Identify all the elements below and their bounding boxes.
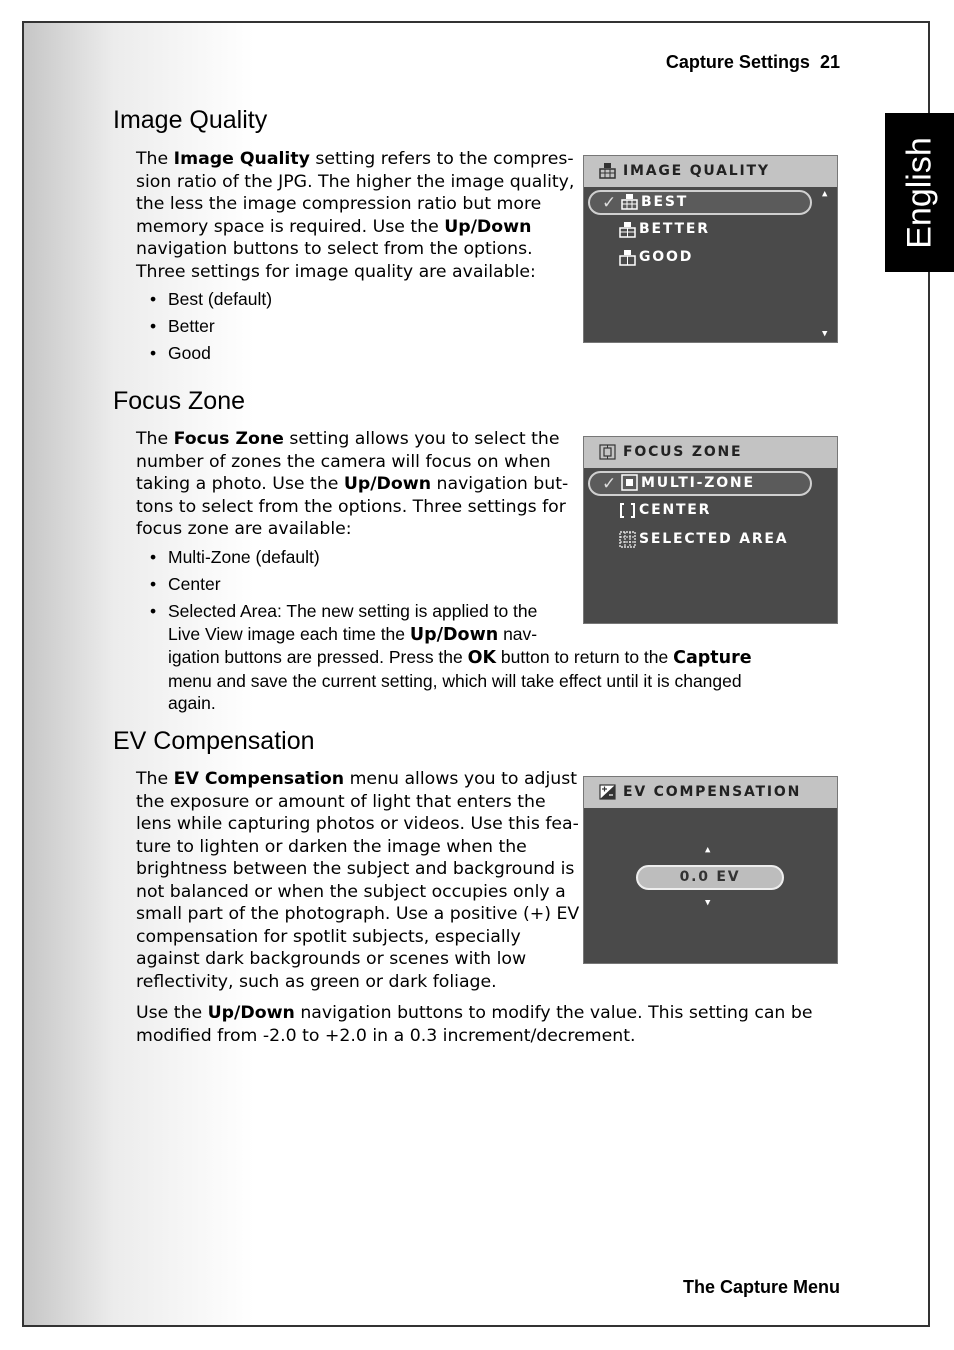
image-quality-text (136, 148, 574, 283)
increase-arrow-icon[interactable]: ▲ (705, 845, 711, 855)
decrease-arrow-icon[interactable]: ▼ (705, 898, 711, 908)
image-quality-heading: Image Quality (113, 106, 268, 134)
header-section: Capture Settings (665, 52, 810, 72)
option-label: BETTER (639, 221, 710, 237)
list-item: • Better (150, 316, 215, 336)
text-line: igation buttons are pressed. Press the OK button to return to the Capture (168, 647, 752, 668)
option-label: GOOD (639, 249, 694, 265)
option-label: CENTER (639, 502, 712, 518)
text-line: against dark backgrounds or scenes with low (136, 949, 527, 969)
screen-titlebar (584, 156, 837, 187)
ev-compensation-screen (583, 776, 838, 964)
page-header (666, 52, 840, 73)
option-good[interactable] (588, 246, 812, 271)
text-line: number of zones the camera will focus on when (136, 451, 551, 472)
text-line: memory space is required. Use the Up/Down (136, 216, 532, 237)
option-multi-zone[interactable] (588, 471, 812, 496)
screen-titlebar (584, 777, 837, 808)
screen-title: EV COMPENSATION (623, 784, 802, 800)
text-line: Live View image each time the Up/Down nav- (168, 623, 538, 645)
text-line: brightness between the subject and background is (136, 859, 575, 879)
text-line: The EV Compensation menu allows you to adjust (136, 769, 578, 789)
option-center[interactable] (588, 499, 812, 524)
text-line: lens while capturing photos or videos. Use this fea- (136, 814, 579, 834)
center-focus-icon (619, 502, 636, 519)
header-page-number: 21 (819, 52, 840, 72)
ev-value[interactable]: 0.0 EV (636, 865, 784, 890)
page-footer: The Capture Menu (682, 1277, 840, 1297)
option-label: SELECTED AREA (639, 531, 789, 547)
focus-zone-icon (599, 444, 616, 460)
check-icon: ✓ (602, 474, 619, 494)
focus-zone-screen (583, 436, 838, 624)
text-line: Selected Area: The new setting is applied to the (168, 601, 538, 621)
text-line: again. (168, 693, 216, 713)
text-line: compensation for spotlit subjects, especially (136, 926, 521, 947)
text-line: the exposure or amount of light that enters the (136, 791, 546, 812)
option-selected-area[interactable] (588, 528, 812, 553)
quality-best-icon (621, 193, 638, 210)
focus-zone-heading: Focus Zone (113, 387, 246, 415)
text-line: focus zone are available: (136, 519, 352, 539)
text-line: menu and save the current setting, which will take effect until it is changed (168, 670, 742, 691)
language-tab (885, 113, 954, 272)
text-line: taking a photo. Use the Up/Down navigation but- (136, 474, 569, 494)
list-item: • Multi-Zone (default) (150, 547, 320, 567)
check-icon: ✓ (602, 193, 619, 213)
text-line: The Image Quality setting refers to the compres- (136, 149, 574, 169)
ev-compensation-heading: EV Compensation (113, 727, 315, 755)
screen-title: FOCUS ZONE (623, 444, 743, 460)
option-label: MULTI-ZONE (641, 475, 755, 491)
text-line: not balanced or when the subject occupies only a (136, 881, 566, 902)
text-line: the less the image compression ratio but more (136, 194, 542, 214)
list-item: • Center (150, 574, 221, 594)
focus-zone-bullets (150, 544, 320, 598)
text-line: sion ratio of the JPG. The higher the image quality, (136, 171, 575, 192)
text-line: ture to lighten or darken the image when the (136, 836, 527, 857)
image-quality-icon (599, 163, 616, 179)
text-line: The Focus Zone setting allows you to select the (136, 429, 560, 449)
list-item: • Best (default) (150, 289, 273, 309)
list-item: • Good (150, 343, 211, 363)
screen-titlebar (584, 437, 837, 468)
text-line: Three settings for image quality are available: (136, 261, 536, 282)
ev-compensation-text (136, 768, 579, 993)
language-tab-label: English (900, 136, 938, 249)
option-label: BEST (641, 194, 689, 210)
scroll-up-icon[interactable]: ▲ (822, 189, 828, 199)
ev-compensation-icon (599, 784, 616, 800)
multi-zone-icon (621, 474, 638, 491)
text-line: modified from -2.0 to +2.0 in a 0.3 increment/decrement. (136, 1025, 636, 1046)
text-line: small part of the photograph. Use a positive (+) EV (136, 904, 580, 924)
quality-good-icon (619, 249, 636, 266)
selected-area-bullet: • Selected Area: The new setting is applied to the Live View image each time the Up/Down nav- igation buttons are pressed. Press the OK button to return to the Capture menu and save the current setting, which will take effect until it is changed again. (136, 600, 752, 715)
image-quality-bullets (150, 286, 272, 367)
screen-title: IMAGE QUALITY (623, 163, 770, 179)
scroll-down-icon[interactable]: ▼ (822, 329, 828, 339)
quality-better-icon (619, 221, 636, 238)
selected-area-icon (619, 531, 636, 548)
text-line: tons to select from the options. Three settings for (136, 496, 566, 517)
option-best[interactable] (588, 190, 812, 215)
focus-zone-text (136, 428, 568, 541)
ev-compensation-text-2 (136, 1002, 812, 1047)
text-line: reflectivity, such as green or dark foliage. (136, 971, 497, 992)
option-better[interactable] (588, 218, 812, 243)
text-line: navigation buttons to select from the options. (136, 239, 533, 259)
text-line: Use the Up/Down navigation buttons to modify the value. This setting can be (136, 1003, 813, 1023)
image-quality-screen (583, 155, 838, 343)
